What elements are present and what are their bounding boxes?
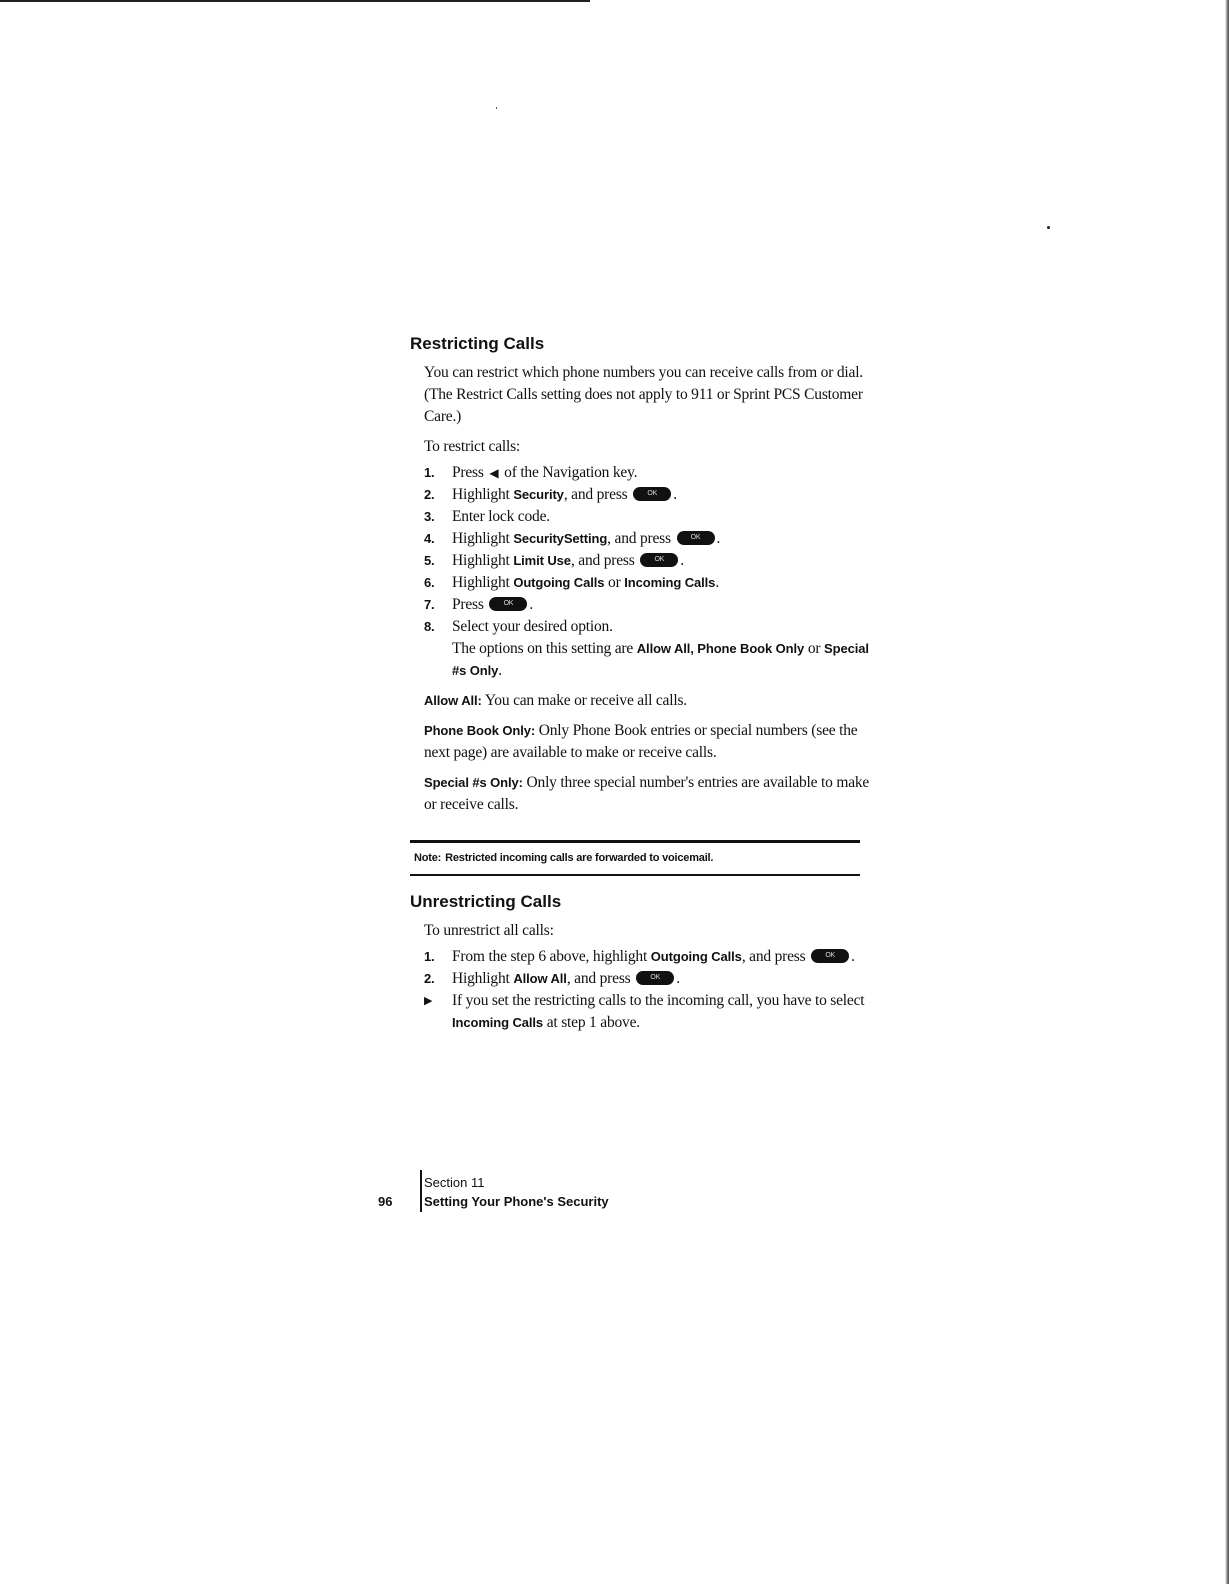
footer-title: Setting Your Phone's Security xyxy=(424,1194,609,1209)
step-number: 6. xyxy=(424,575,435,590)
scan-speck xyxy=(1047,226,1050,229)
ok-key-label: OK xyxy=(825,952,836,959)
section-heading-unrestricting: Unrestricting Calls xyxy=(410,892,562,911)
step-number: 3. xyxy=(424,509,435,524)
step-text: , and press xyxy=(566,970,631,987)
ok-key-icon xyxy=(677,531,715,545)
menu-term: Outgoing Calls xyxy=(513,575,605,590)
note-text: Restricted incoming calls are forwarded to voicemail. xyxy=(445,852,714,864)
definition-term: Special #s Only: xyxy=(424,775,523,790)
list-item: 5. Highlight Limit Use, and press OK . xyxy=(424,550,870,572)
definition-term: Allow All: xyxy=(424,693,482,708)
ok-key-label: OK xyxy=(503,600,514,607)
ok-key-label: OK xyxy=(647,490,658,497)
step-text: From the step 6 above, highlight xyxy=(452,948,648,965)
step-text: Highlight xyxy=(452,574,510,591)
options-text: or xyxy=(807,640,821,657)
step-text: Press xyxy=(452,596,484,613)
step-number: 8. xyxy=(424,619,435,634)
step-text: , and press xyxy=(607,530,671,547)
ok-key-icon xyxy=(811,949,849,963)
list-item xyxy=(424,616,870,682)
step-text: or xyxy=(608,574,621,591)
triangle-bullet-icon: ▶ xyxy=(424,995,433,1007)
step-text: Select your desired option. xyxy=(452,618,613,635)
note-label: Note: xyxy=(414,852,442,864)
nav-left-icon: ◀ xyxy=(489,466,499,480)
step-text: , and press xyxy=(570,552,635,569)
restrict-lead: To restrict calls: xyxy=(424,438,521,455)
scan-speck xyxy=(496,107,497,109)
menu-term: Incoming Calls xyxy=(452,1015,544,1030)
footer-divider xyxy=(420,1170,422,1212)
definition-text: Only three special number's entries are available to make or receive calls. xyxy=(424,774,870,813)
definition-text: Only Phone Book entries or special numbers (see the next page) are available to make or receive calls. xyxy=(424,722,858,761)
page-content xyxy=(410,332,870,1034)
definition-special-only xyxy=(424,772,870,816)
menu-term: Limit Use xyxy=(513,553,571,568)
list-item: 1. From the step 6 above, highlight Outgoing Calls, and press OK . xyxy=(424,946,870,968)
step-text: , and press xyxy=(741,948,806,965)
ok-key-icon xyxy=(640,553,678,567)
ok-key-label: OK xyxy=(654,556,665,563)
list-item: 7. Press OK . xyxy=(424,594,870,616)
menu-term: Incoming Calls xyxy=(624,575,716,590)
tip-text: If you set the restricting calls to the incoming call, you have to select xyxy=(452,992,865,1009)
options-text: The options on this setting are xyxy=(452,640,634,657)
step-text: Highlight xyxy=(452,970,510,987)
step-number: 1. xyxy=(424,465,435,480)
scan-edge-top xyxy=(0,0,590,2)
definition-allow-all xyxy=(424,690,870,712)
list-item: 2. Highlight Security, and press OK . xyxy=(424,484,870,506)
menu-term: Outgoing Calls xyxy=(650,949,742,964)
list-item xyxy=(424,506,870,528)
unrestrict-steps xyxy=(424,946,870,1034)
intro-paragraph: You can restrict which phone numbers you can receive calls from or dial. (The Restrict Calls setting does not apply to 911 or Sprint PCS Customer Care.) xyxy=(424,364,863,425)
ok-key-icon xyxy=(633,487,671,501)
restrict-steps xyxy=(424,462,870,682)
scan-edge-right xyxy=(1225,0,1229,1584)
step-text: , and press xyxy=(563,486,628,503)
footer-section: Section 11 xyxy=(424,1175,485,1190)
definition-term: Phone Book Only: xyxy=(424,723,536,738)
step-text: Highlight xyxy=(452,530,510,547)
step-text: Press xyxy=(452,464,484,481)
page-number: 96 xyxy=(378,1194,393,1209)
list-item xyxy=(424,462,870,484)
step-text: of the Navigation key. xyxy=(504,464,638,481)
ok-key-label: OK xyxy=(690,534,701,541)
options-text: . xyxy=(498,662,502,679)
menu-term: SecuritySetting xyxy=(513,531,608,546)
step-number: 1. xyxy=(424,949,435,964)
step-text: . xyxy=(715,574,719,591)
list-item: 4. Highlight SecuritySetting, and press OK . xyxy=(424,528,870,550)
option-terms: Allow All, Phone Book Only xyxy=(636,641,805,656)
ok-key-label: OK xyxy=(650,974,661,981)
step-text: Highlight xyxy=(452,552,510,569)
section-heading-restricting: Restricting Calls xyxy=(410,334,545,353)
list-item xyxy=(424,990,870,1034)
unrestrict-lead: To unrestrict all calls: xyxy=(424,922,554,939)
step-text: Highlight xyxy=(452,486,510,503)
options-line xyxy=(452,638,870,682)
definition-phone-book-only xyxy=(424,720,870,764)
note-box xyxy=(410,840,860,876)
step-text: Enter lock code. xyxy=(452,508,550,525)
tip-text: at step 1 above. xyxy=(546,1014,640,1031)
menu-term: Allow All xyxy=(513,971,567,986)
step-number: 2. xyxy=(424,971,435,986)
step-number: 5. xyxy=(424,553,435,568)
step-number: 4. xyxy=(424,531,435,546)
step-number: 2. xyxy=(424,487,435,502)
definition-text: You can make or receive all calls. xyxy=(484,692,687,709)
option-terms: Special #s Only xyxy=(452,641,869,678)
step-number: 7. xyxy=(424,597,435,612)
ok-key-icon xyxy=(489,597,527,611)
list-item xyxy=(424,572,870,594)
menu-term: Security xyxy=(513,487,564,502)
ok-key-icon xyxy=(636,971,674,985)
list-item: 2. Highlight Allow All, and press OK . xyxy=(424,968,870,990)
